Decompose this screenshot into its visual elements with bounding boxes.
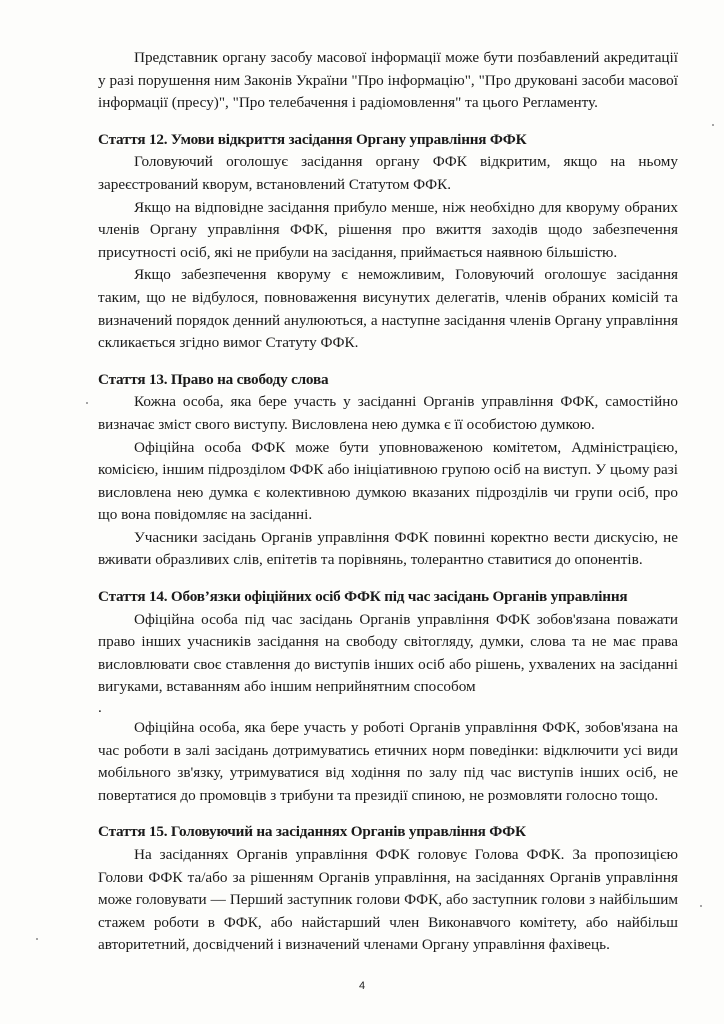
scan-speck	[36, 938, 38, 940]
article-12-paragraph-3: Якщо забезпечення кворуму є неможливим, Головуючий оголошує засідання таким, що не відбулося, повноваження висунутих делегатів, членів обраних комісій та визначений порядок денний анулюються, а наступне засідання членів Органу управління скликається згідно вимог Статуту ФФК.	[98, 266, 678, 352]
page-content	[98, 47, 678, 957]
article-15-heading: Стаття 15. Головуючий на засіданнях Органів управління ФФК	[98, 823, 526, 841]
scan-speck	[700, 905, 702, 907]
article-13-paragraph-3: Учасники засідань Органів управління ФФК повинні коректно вести дискусію, не вживати образливих слів, епітетів та порівнянь, толерантно ставитися до опонентів.	[98, 528, 678, 569]
article-14-paragraph-1: Офіційна особа під час засідань Органів управління ФФК зобов'язана поважати право інших учасників засідання на свободу світогляду, думки, слова та не має права висловлювати своє ставлення до виступів інших осіб або рішень, ухвалених на засіданні вигуками, вставанням або іншим неприйнятним способом	[98, 610, 678, 696]
article-13-paragraph-1: Кожна особа, яка бере участь у засіданні Органів управління ФФК, самостійно визначає зміст свого виступу. Висловлена нею думка є її особистою думкою.	[98, 393, 678, 433]
article-13-paragraph-2: Офіційна особа ФФК може бути уповноваженою комітетом, Адміністрацією, комісією, іншим підрозділом ФФК або ініціативною групою осіб на виступ. У цьому разі висловлена нею думка є колективною думкою вказаних підрозділів чи групи осіб, про що вона повідомляє на засіданні.	[98, 438, 678, 524]
intro-paragraph: Представник органу засобу масової інформації може бути позбавлений акредитації у разі порушення ним Законів України "Про інформацію", "Про друковані засоби масової інформації (пресу)", "Про телебачення і радіомовлення" та цього Регламенту.	[98, 49, 678, 112]
article-14-stray-dot: .	[98, 699, 102, 717]
article-12-paragraph-1: Головуючий оголошує засідання органу ФФК відкритим, якщо на ньому зареєстрований кворум, встановлений Статутом ФФК.	[98, 153, 678, 193]
article-14-heading: Стаття 14. Обов’язки офіційних осіб ФФК під час засідань Органів управління	[98, 588, 628, 606]
article-12-heading: Стаття 12. Умови відкриття засідання Органу управління ФФК	[98, 130, 527, 148]
page-number: 4	[358, 980, 366, 992]
article-14-paragraph-2: Офіційна особа, яка бере участь у роботі Органів управління ФФК, зобов'язана на час роботи в залі засідань дотримуватись етичних норм поведінки: відключити усі види мобільного зв'язку, утримуватися від ходіння по залу під час виступів інших осіб, не повертатися до промовців з трибуни та президії спиною, не розмовляти голосно тощо.	[98, 719, 678, 804]
scan-speck	[712, 124, 714, 126]
article-12-paragraph-2: Якщо на відповідне засідання прибуло менше, ніж необхідно для кворуму обраних членів Органу управління ФФК, рішення про вжиття заходів щодо забезпечення присутності осіб, які не прибули на засідання, приймається наявною більшістю.	[98, 198, 678, 261]
article-13-heading: Стаття 13. Право на свободу слова	[98, 370, 329, 388]
article-15-paragraph: На засіданнях Органів управління ФФК головує Голова ФФК. За пропозицією Голови ФФК та/або за рішенням Органів управління, на засіданнях Органів управління може головувати — Перший заступник голови ФФК, або заступник голови з найбільшим стажем роботи в ФФК, або найстарший член Виконавчого комітету, або найбільш авторитетний, досвідчений і визначений членами Органу управління фахівець.	[98, 846, 678, 954]
scan-speck	[86, 402, 88, 404]
